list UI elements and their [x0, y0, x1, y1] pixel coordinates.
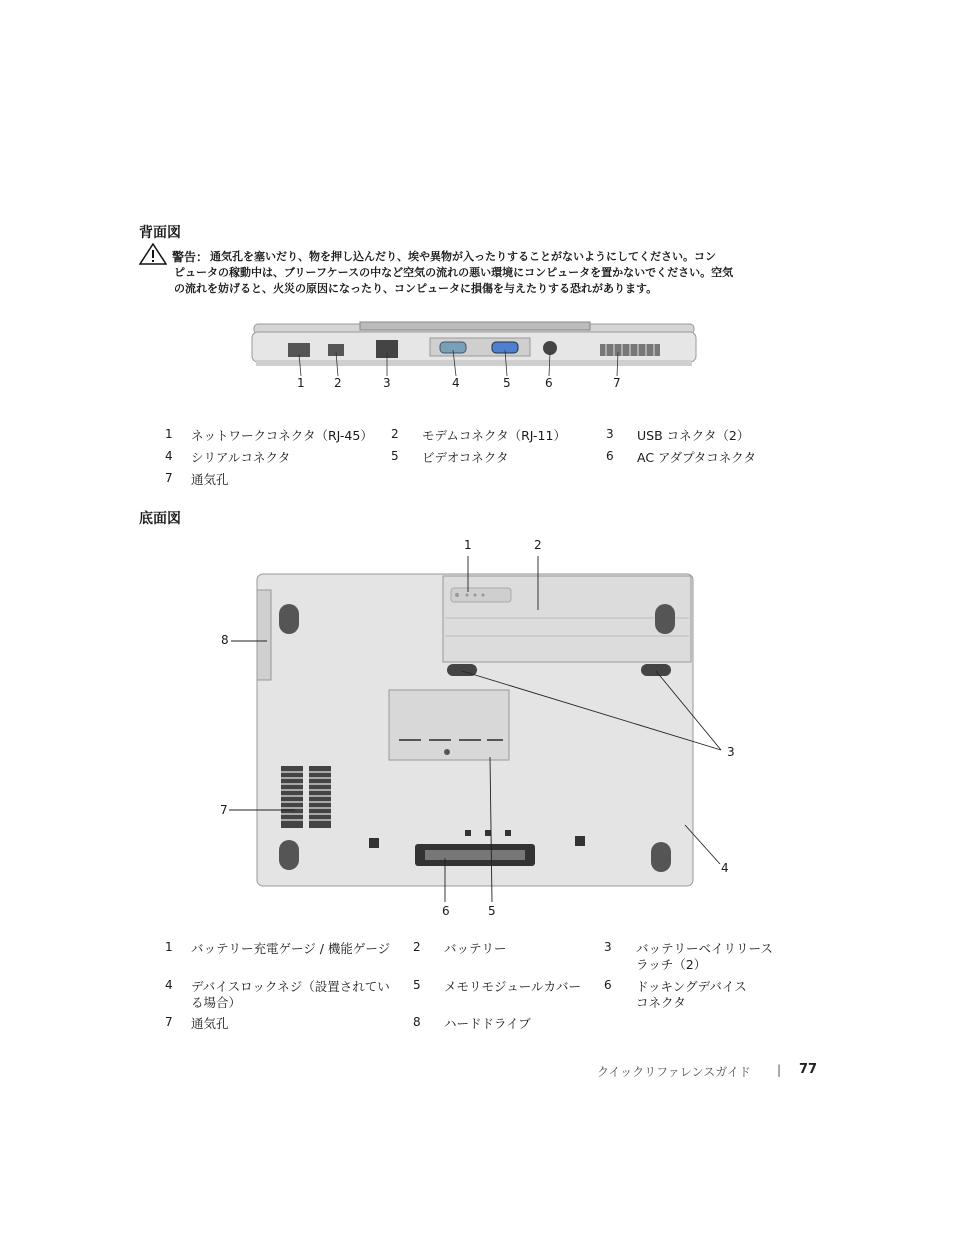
legend-label: ドッキングデバイス コネクタ — [636, 979, 747, 1010]
legend-number: 6 — [604, 978, 612, 992]
legend-number: 5 — [413, 978, 421, 992]
bottom-view-illustration — [215, 540, 740, 910]
legend-label: 通気孔 — [191, 1016, 229, 1031]
legend-number: 3 — [606, 427, 614, 441]
bottom-callout: 8 — [221, 633, 229, 647]
warning-text-line: の流れを妨げると、火災の原因になったり、コンピュータに損傷を与えたりする恐れがあります。 — [174, 282, 658, 295]
warning-text-line: ピュータの稼動中は、ブリーフケースの中など空気の流れの悪い環境にコンピュータを置かないでください。空気 — [174, 266, 734, 279]
legend-number: 2 — [391, 427, 399, 441]
footer-section-title: クイックリファレンスガイド — [597, 1065, 751, 1079]
legend-label: ビデオコネクタ — [422, 450, 509, 465]
legend-label: 通気孔 — [191, 472, 229, 487]
rear-view-heading: 背面図 — [139, 225, 181, 241]
bottom-view-heading: 底面図 — [139, 511, 181, 527]
legend-number: 4 — [165, 978, 173, 992]
rear-callout: 4 — [452, 376, 460, 390]
legend-label: ネットワークコネクタ（RJ-45） — [191, 428, 373, 443]
page-number: 77 — [799, 1062, 818, 1077]
bottom-callout: 6 — [442, 904, 450, 918]
bottom-callout: 7 — [220, 803, 228, 817]
rear-callout: 3 — [383, 376, 391, 390]
legend-label: USB コネクタ（2） — [637, 428, 750, 443]
legend-number: 5 — [391, 449, 399, 463]
legend-label: ハードドライブ — [444, 1016, 531, 1031]
rear-callout: 6 — [545, 376, 553, 390]
legend-label: デバイスロックネジ（設置されてい る場合） — [191, 979, 390, 1010]
rear-callout: 5 — [503, 376, 511, 390]
legend-number: 1 — [165, 940, 173, 954]
legend-label: メモリモジュールカバー — [444, 979, 582, 994]
rear-callout: 1 — [297, 376, 305, 390]
legend-number: 1 — [165, 427, 173, 441]
legend-label: モデムコネクタ（RJ-11） — [422, 428, 566, 443]
legend-number: 4 — [165, 449, 173, 463]
bottom-callout: 2 — [534, 538, 542, 552]
legend-number: 8 — [413, 1015, 421, 1029]
footer-separator: | — [777, 1063, 782, 1077]
warning-icon — [139, 243, 167, 265]
rear-view-illustration — [250, 318, 700, 402]
legend-number: 7 — [165, 1015, 173, 1029]
legend-label: バッテリー — [444, 941, 507, 956]
legend-label: バッテリー充電ゲージ / 機能ゲージ — [191, 941, 391, 956]
bottom-callout: 1 — [464, 538, 472, 552]
warning-text-line: 通気孔を塞いだり、物を押し込んだり、埃や異物が入ったりすることがないようにしてください。コン — [210, 250, 716, 263]
bottom-callout: 3 — [727, 745, 735, 759]
legend-number: 2 — [413, 940, 421, 954]
legend-number: 7 — [165, 471, 173, 485]
legend-number: 6 — [606, 449, 614, 463]
legend-label: バッテリーベイリリース ラッチ（2） — [636, 941, 773, 972]
rear-callout: 2 — [334, 376, 342, 390]
bottom-callout: 5 — [488, 904, 496, 918]
legend-label: シリアルコネクタ — [191, 450, 291, 465]
legend-label: AC アダプタコネクタ — [637, 450, 757, 465]
rear-callout: 7 — [613, 376, 621, 390]
bottom-callout: 4 — [721, 861, 729, 875]
warning-title: 警告： — [172, 250, 209, 264]
legend-number: 3 — [604, 940, 612, 954]
